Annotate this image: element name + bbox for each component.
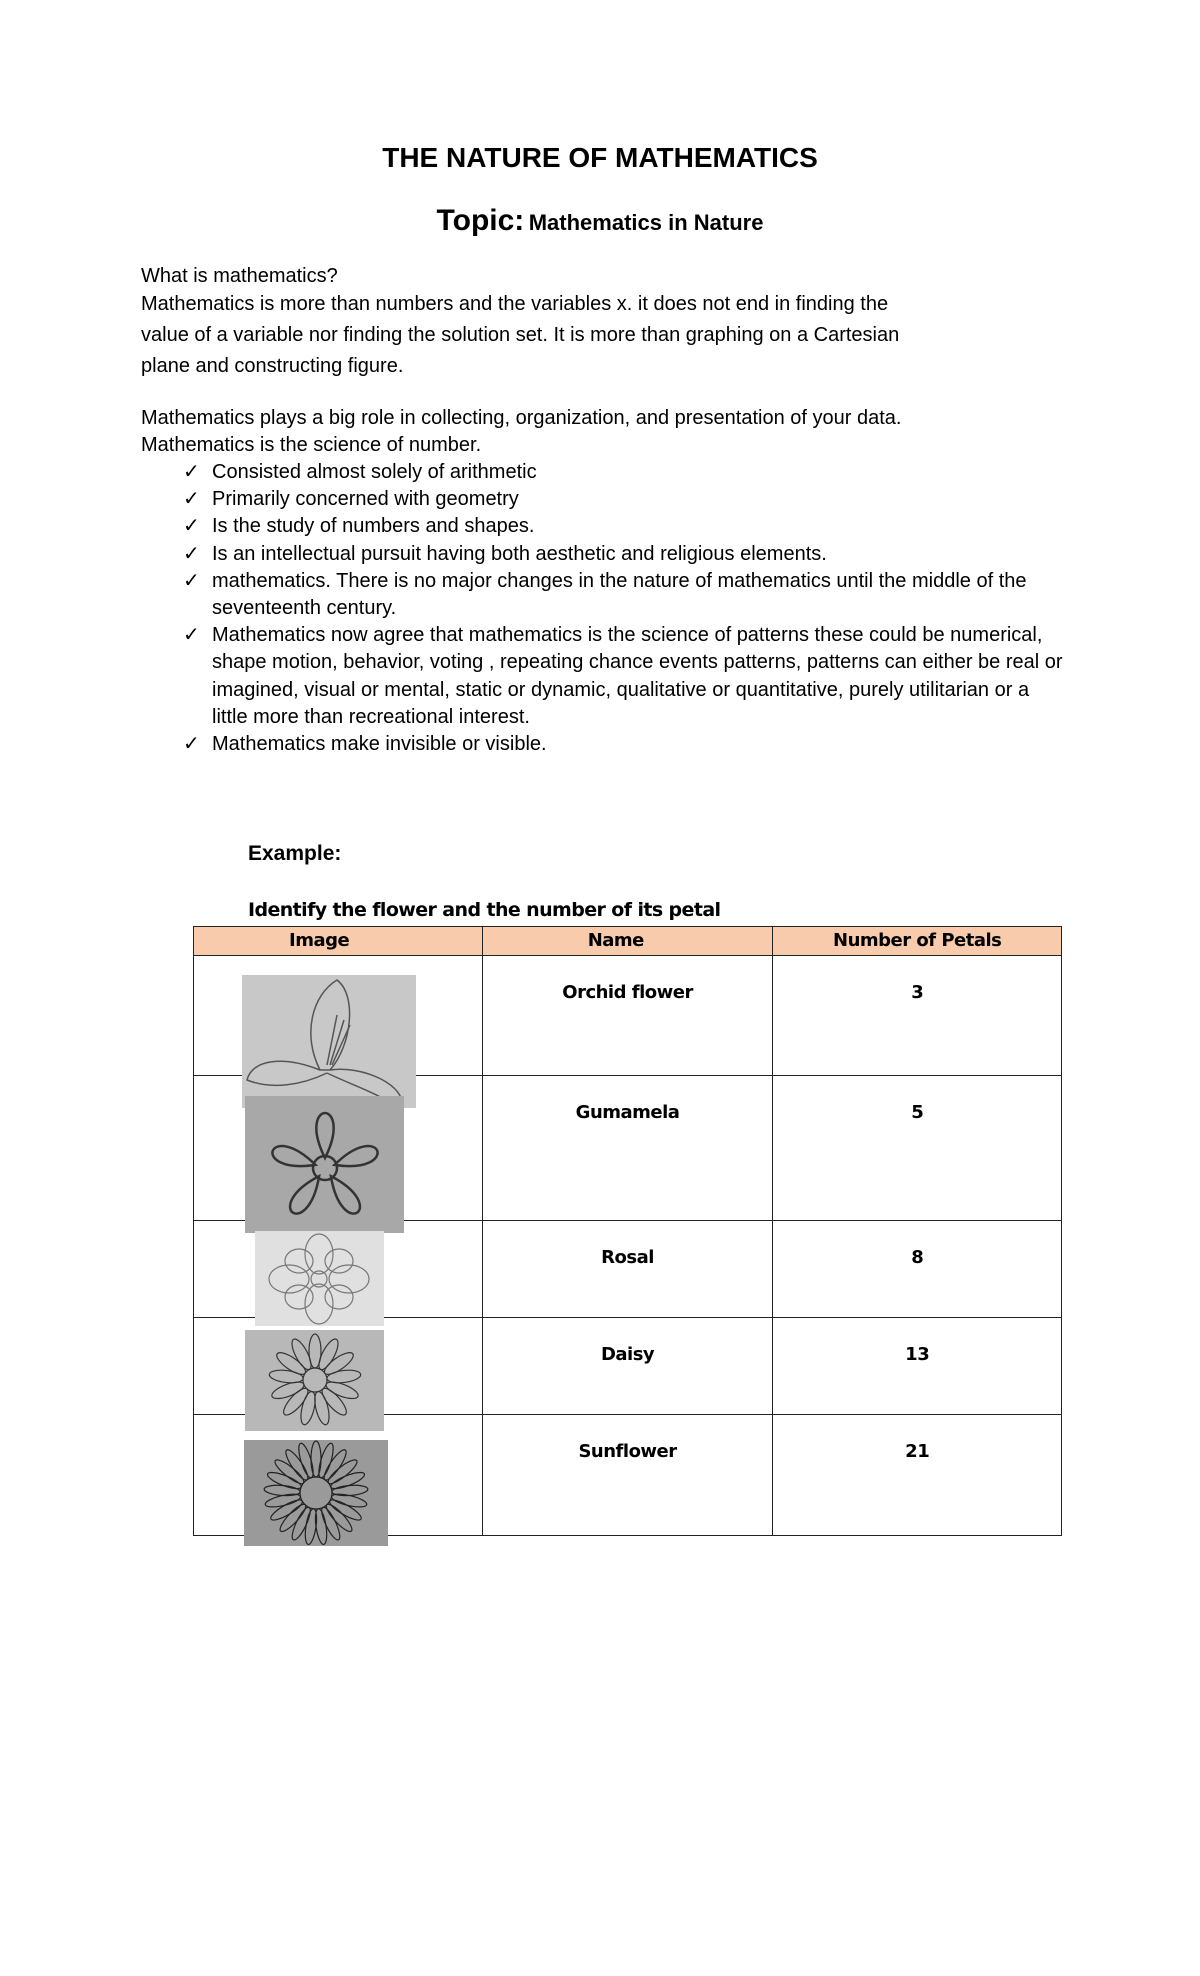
intro-question: What is mathematics?	[141, 265, 338, 287]
example-label: Example:	[248, 842, 342, 865]
bullet-list	[183, 459, 1063, 758]
intro-line: value of a variable nor finding the solution set. It is more than graphing on a Cartesian	[141, 324, 900, 346]
daisy-image	[245, 1330, 384, 1431]
sunflower-image	[244, 1440, 388, 1546]
intro-paragraph	[141, 289, 1061, 382]
checkmark-icon: ✓	[183, 624, 200, 647]
list-item: ✓ Consisted almost solely of arithmetic	[183, 459, 1063, 486]
petals-cell: 3	[773, 956, 1062, 1076]
table-header	[194, 927, 1062, 956]
intro-line: Mathematics is more than numbers and the variables x. it does not end in finding the	[141, 293, 889, 315]
name-cell: Sunflower	[482, 1415, 773, 1536]
name-cell: Orchid flower	[482, 956, 773, 1076]
paragraph-2	[141, 405, 901, 459]
list-item: ✓ Mathematics now agree that mathematics is the science of patterns these could be numerical, shape motion, behavior, voting , repeating chance events patterns, patterns can either be real or imagined, visual or mental, static or dynamic, qualitative or quantitative, purely utilitarian or a little more than recreational interest.	[183, 624, 1063, 728]
checkmark-icon: ✓	[183, 569, 200, 592]
name-cell: Daisy	[482, 1318, 773, 1415]
petals-cell: 5	[773, 1076, 1062, 1221]
topic-label: Topic:	[436, 204, 525, 237]
orchid-image	[242, 975, 416, 1108]
checkmark-icon: ✓	[183, 733, 200, 756]
list-item: ✓ Mathematics make invisible or visible.	[183, 731, 1063, 758]
checkmark-icon: ✓	[183, 461, 200, 483]
checkmark-icon: ✓	[183, 488, 200, 511]
topic-heading	[0, 204, 1200, 238]
para-line: Mathematics plays a big role in collecting, organization, and presentation of your data.	[141, 407, 902, 429]
petals-cell: 13	[773, 1318, 1062, 1415]
instruction: Identify the flower and the number of its petal	[248, 899, 721, 921]
header-petals: Number of Petals	[773, 927, 1062, 956]
list-item: ✓ Primarily concerned with geometry	[183, 486, 1063, 513]
page-title: THE NATURE OF MATHEMATICS	[382, 142, 818, 173]
header-name: Name	[482, 927, 773, 956]
list-item: ✓ Is the study of numbers and shapes.	[183, 513, 1063, 540]
checkmark-icon: ✓	[183, 515, 200, 538]
rosal-image	[255, 1231, 384, 1326]
intro-line: plane and constructing figure.	[141, 355, 404, 377]
header-image: Image	[194, 927, 483, 956]
topic-value: Mathematics in Nature	[528, 210, 764, 235]
gumamela-image	[245, 1096, 404, 1233]
checkmark-icon: ✓	[183, 542, 200, 565]
name-cell: Rosal	[482, 1221, 773, 1318]
petals-cell: 21	[773, 1415, 1062, 1536]
petals-cell: 8	[773, 1221, 1062, 1318]
list-item: ✓ Is an intellectual pursuit having both aesthetic and religious elements.	[183, 541, 1063, 568]
para-line: Mathematics is the science of number.	[141, 434, 482, 456]
list-item: ✓ mathematics. There is no major changes in the nature of mathematics until the middle of the seventeenth century.	[183, 569, 1027, 620]
name-cell: Gumamela	[482, 1076, 773, 1221]
